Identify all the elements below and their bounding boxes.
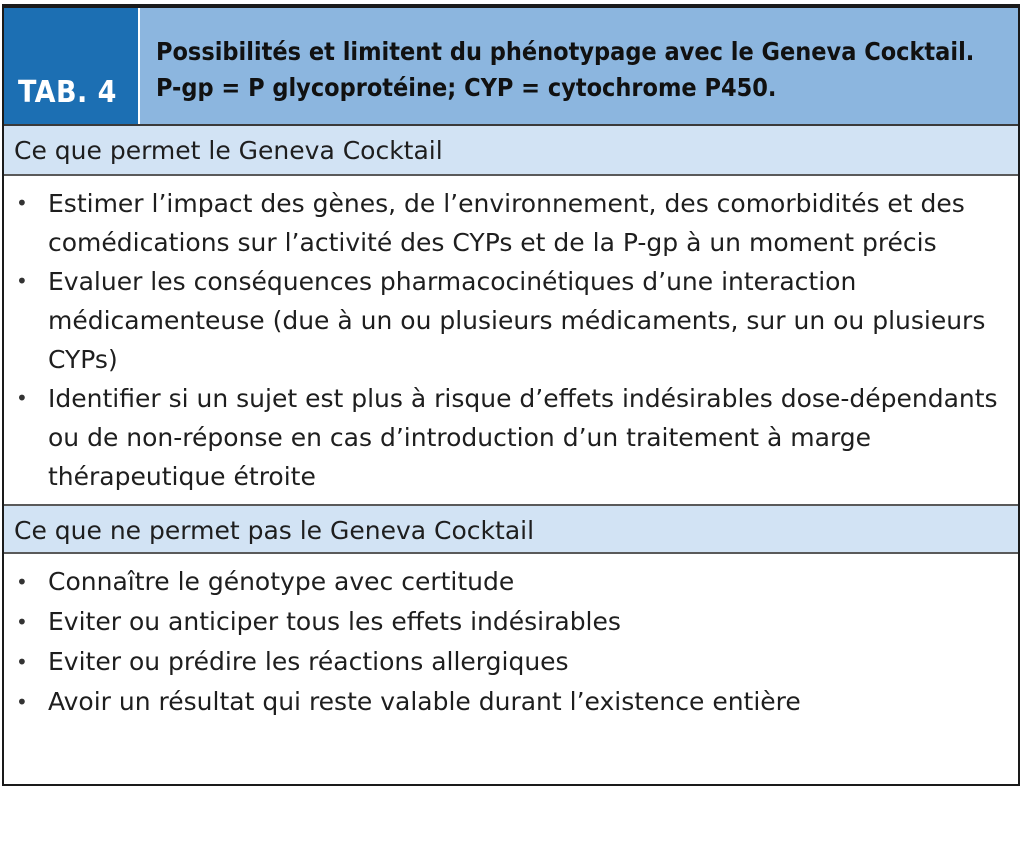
list-ne-permet-pas [4, 554, 1018, 730]
table-number: TAB. 4 [4, 8, 138, 124]
table-4 [2, 4, 1020, 786]
list-item: • Eviter ou prédire les réactions allergiques [4, 642, 1004, 682]
table-title [138, 8, 1018, 124]
section-header-permet: Ce que permet le Geneva Cocktail [4, 126, 1018, 176]
list-item: • Connaître le génotype avec certitude [4, 562, 1004, 602]
list-item: • Identifier si un sujet est plus à risque d’effets indésirables dose-dépendants ou de non-réponse en cas d’introduction d’un traitement à marge thérapeutique étroite [4, 379, 1004, 496]
table-title-line-1: Possibilités et limitent du phénotypage avec le Geneva Cocktail. [156, 37, 975, 66]
section-header-ne-permet-pas: Ce que ne permet pas le Geneva Cocktail [4, 504, 1018, 554]
table-header [4, 8, 1018, 126]
list-item: • Evaluer les conséquences pharmacocinétiques d’une interaction médicamenteuse (due à un ou plusieurs médicaments, sur un ou plusieurs CYPs) [4, 262, 1004, 379]
list-permet [4, 176, 1018, 504]
list-item: • Avoir un résultat qui reste valable durant l’existence entière [4, 682, 1004, 722]
list-item: • Estimer l’impact des gènes, de l’environnement, des comorbidités et des comédications sur l’activité des CYPs et de la P-gp à un moment précis [4, 184, 1004, 262]
list-item: • Eviter ou anticiper tous les effets indésirables [4, 602, 1004, 642]
table-title-line-2: P-gp = P glycoprotéine; CYP = cytochrome P450. [156, 73, 777, 102]
